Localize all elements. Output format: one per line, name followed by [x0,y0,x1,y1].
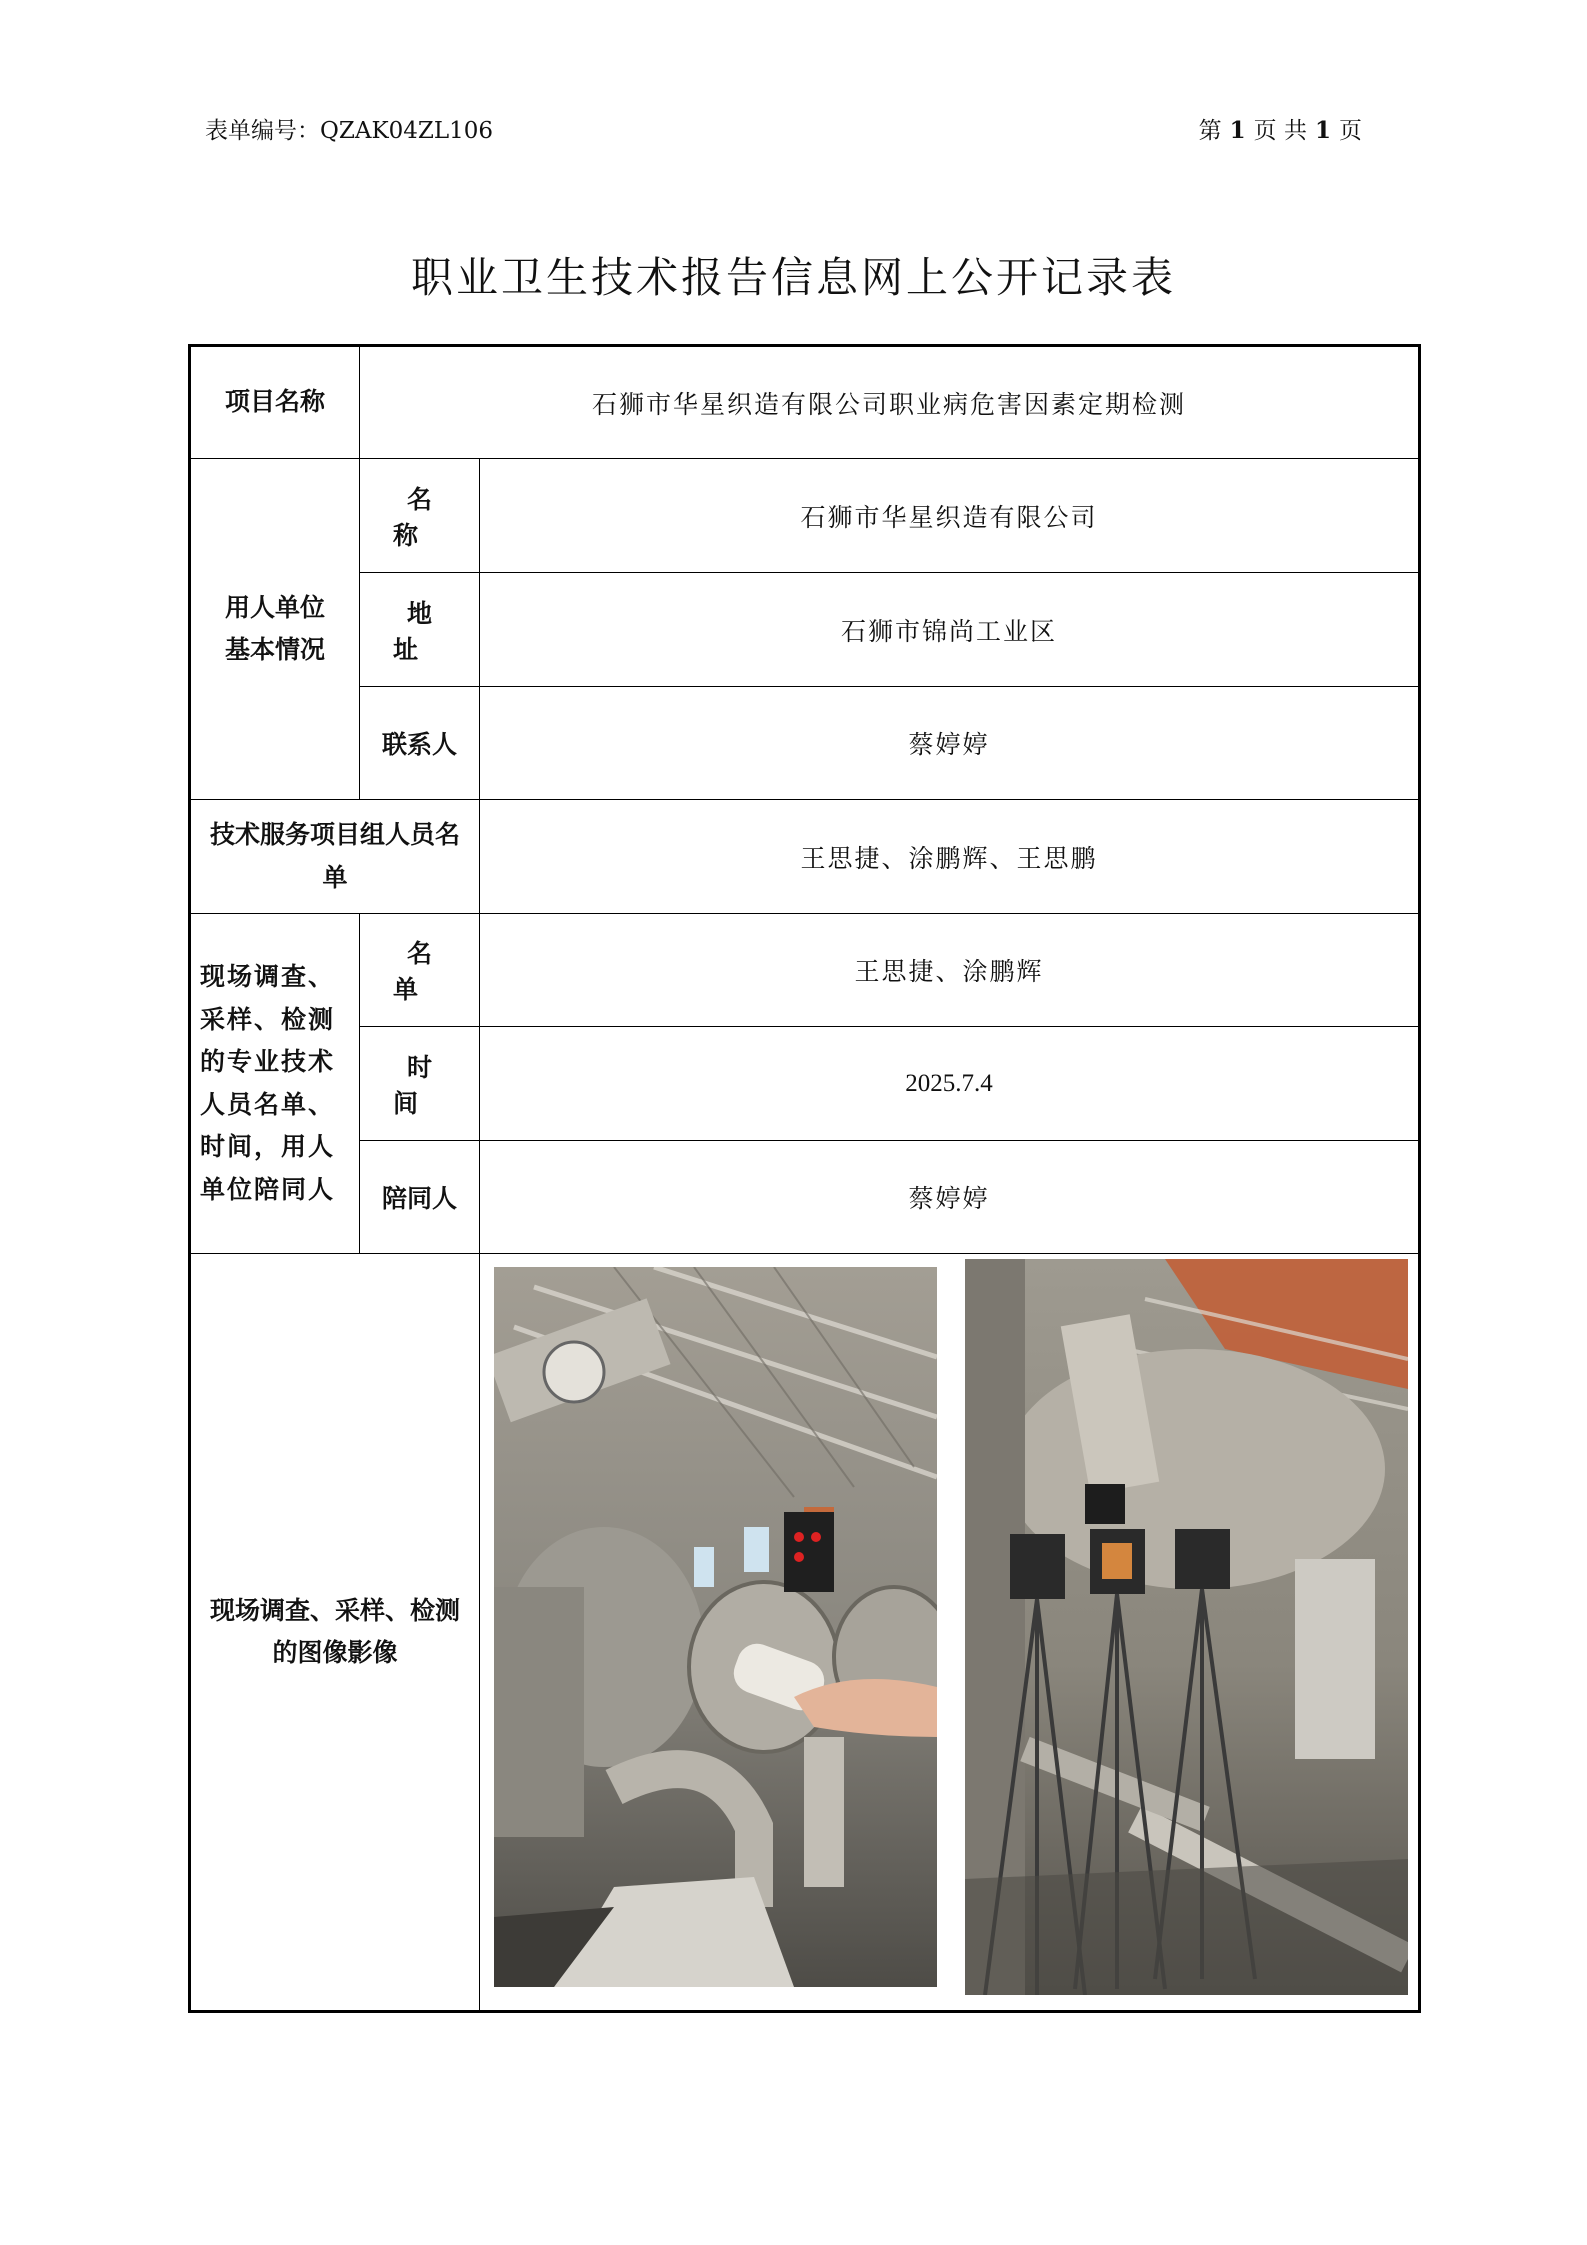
field-escort-label: 陪同人 [360,1141,480,1254]
record-table [188,344,1421,2013]
project-label: 项目名称 [190,346,360,459]
field-list-label: 名 单 [360,914,480,1027]
employer-address: 石狮市锦尚工业区 [480,573,1420,687]
employer-address-label: 地 址 [360,573,480,687]
field-label: 现场调查、采样、检测的专业技术人员名单、时间，用人单位陪同人 [190,914,360,1254]
team-members: 王思捷、涂鹏辉、王思鹏 [480,800,1420,914]
page-mid: 页 共 [1253,118,1307,144]
page-number [1199,112,1362,145]
site-photo-1 [494,1267,937,1987]
page-current: 1 [1229,117,1246,144]
page-total: 1 [1314,117,1331,144]
employer-name: 石狮市华星织造有限公司 [480,459,1420,573]
employer-contact: 蔡婷婷 [480,687,1420,800]
images-label: 现场调查、采样、检测的图像影像 [190,1254,480,2012]
field-list: 王思捷、涂鹏辉 [480,914,1420,1027]
site-photo-2 [965,1259,1408,1995]
employer-label: 用人单位基本情况 [190,459,360,800]
employer-contact-label: 联系人 [360,687,480,800]
page-suffix: 页 [1339,118,1362,144]
field-time: 2025.7.4 [480,1027,1420,1141]
employer-name-label: 名 称 [360,459,480,573]
field-escort: 蔡婷婷 [480,1141,1420,1254]
page-prefix: 第 [1198,118,1222,144]
form-number: 表单编号：QZAK04ZL106 [205,118,494,144]
project-name: 石狮市华星织造有限公司职业病危害因素定期检测 [360,346,1420,459]
field-time-label: 时 间 [360,1027,480,1141]
team-label: 技术服务项目组人员名单 [190,800,480,914]
images-cell [480,1254,1420,2012]
page-title: 职业卫生技术报告信息网上公开记录表 [410,253,1176,302]
